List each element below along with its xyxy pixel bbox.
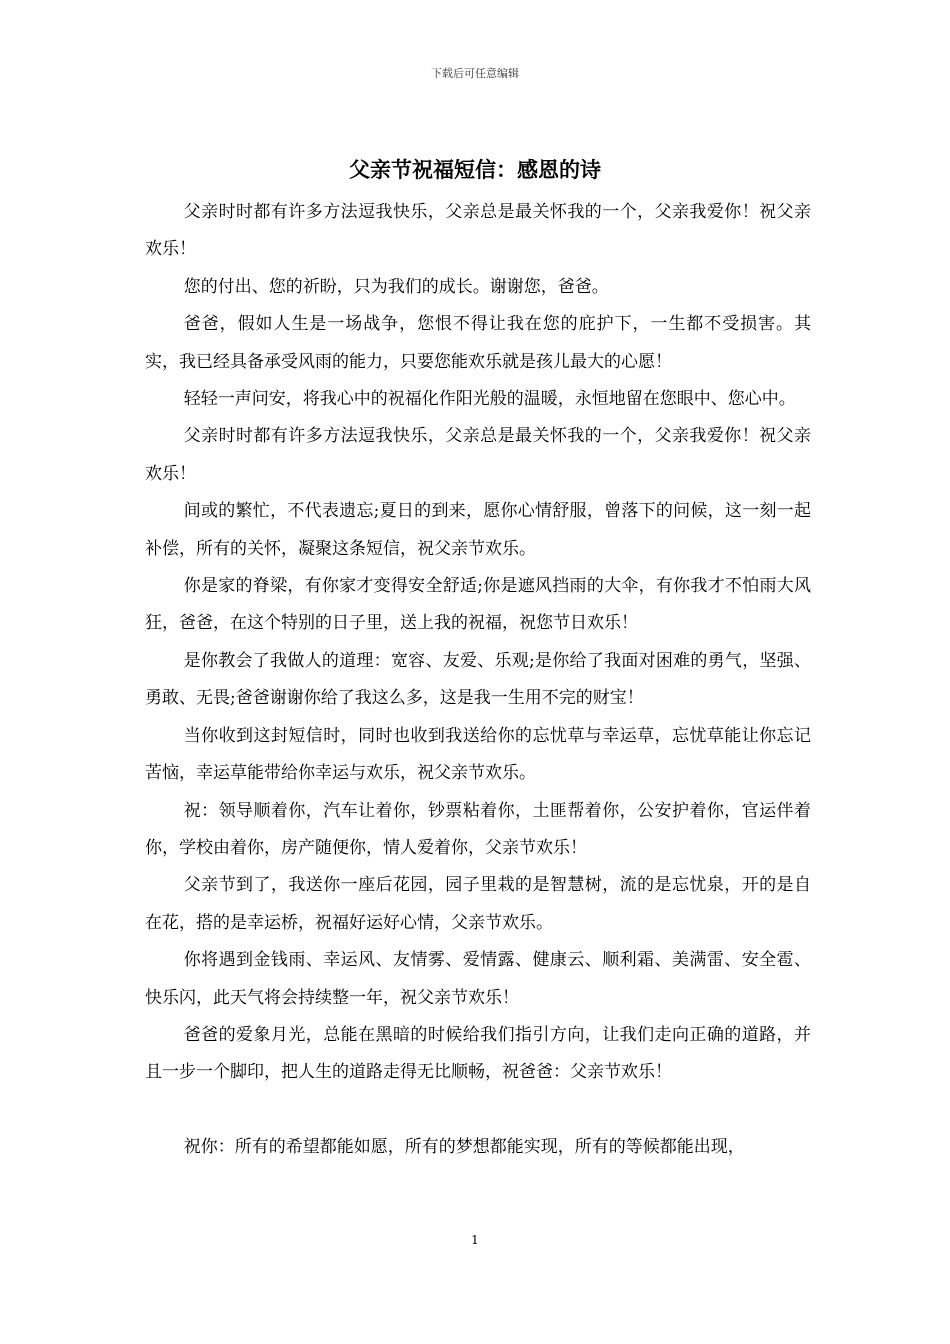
paragraph: 你是家的脊梁，有你家才变得安全舒适;你是遮风挡雨的大伞，有你我才不怕雨大风狂，爸爸，在这个特别的日子里，送上我的祝福，祝您节日欢乐！ — [145, 576, 811, 634]
paragraph-last: 祝你：所有的希望都能如愿，所有的梦想都能实现，所有的等候都能出现， — [183, 1137, 745, 1158]
paragraph: 爸爸，假如人生是一场战争，您恨不得让我在您的庇护下，一生都不受损害。其实，我已经具备承受风雨的能力，只要您能欢乐就是孩儿最大的心愿！ — [145, 314, 811, 372]
document-body — [145, 194, 811, 1167]
paragraph: 是你教会了我做人的道理：宽容、友爱、乐观;是你给了我面对困难的勇气，坚强、勇敢、无畏;爸爸谢谢你给了我这么多，这是我一生用不完的财宝！ — [145, 650, 811, 709]
paragraph: 当你收到这封短信时，同时也收到我送给你的忘忧草与幸运草，忘忧草能让你忘记苦恼，幸运草能带给你幸运与欢乐，祝父亲节欢乐。 — [145, 725, 811, 784]
page-header-note: 下载后可任意编辑 — [431, 67, 519, 80]
paragraph: 轻轻一声问安，将我心中的祝福化作阳光般的温暖，永恒地留在您眼中、您心中。 — [183, 389, 796, 410]
paragraph: 祝：领导顺着你，汽车让着你，钞票粘着你，土匪帮着你，公安护着你，官运伴着你，学校由着你，房产随便你，情人爱着你，父亲节欢乐！ — [145, 800, 811, 858]
paragraph: 爸爸的爱象月光，总能在黑暗的时候给我们指引方向，让我们走向正确的道路，并且一步一个脚印，把人生的道路走得无比顺畅，祝爸爸：父亲节欢乐！ — [145, 1024, 811, 1083]
document-title: 父亲节祝福短信：感恩的诗 — [349, 158, 601, 182]
paragraph: 父亲时时都有许多方法逗我快乐，父亲总是最关怀我的一个，父亲我爱你！祝父亲欢乐！ — [145, 426, 811, 484]
paragraph: 您的付出、您的祈盼，只为我们的成长。谢谢您，爸爸。 — [183, 276, 609, 297]
paragraph: 间或的繁忙，不代表遗忘;夏日的到来，愿你心情舒服，曾落下的问候，这一刻一起补偿，所有的关怀，凝聚这条短信，祝父亲节欢乐。 — [145, 501, 811, 559]
paragraph: 父亲时时都有许多方法逗我快乐，父亲总是最关怀我的一个，父亲我爱你！祝父亲欢乐！ — [145, 202, 811, 260]
paragraph: 父亲节到了，我送你一座后花园，园子里栽的是智慧树，流的是忘忧泉，开的是自在花，搭的是幸运桥，祝福好运好心情，父亲节欢乐。 — [145, 875, 811, 933]
blank-line — [145, 1092, 811, 1129]
page-number: 1 — [471, 1233, 479, 1247]
paragraph: 你将遇到金钱雨、幸运风、友情雾、爱情露、健康云、顺利霜、美满雷、安全雹、快乐闪，此天气将会持续整一年，祝父亲节欢乐！ — [145, 950, 811, 1008]
